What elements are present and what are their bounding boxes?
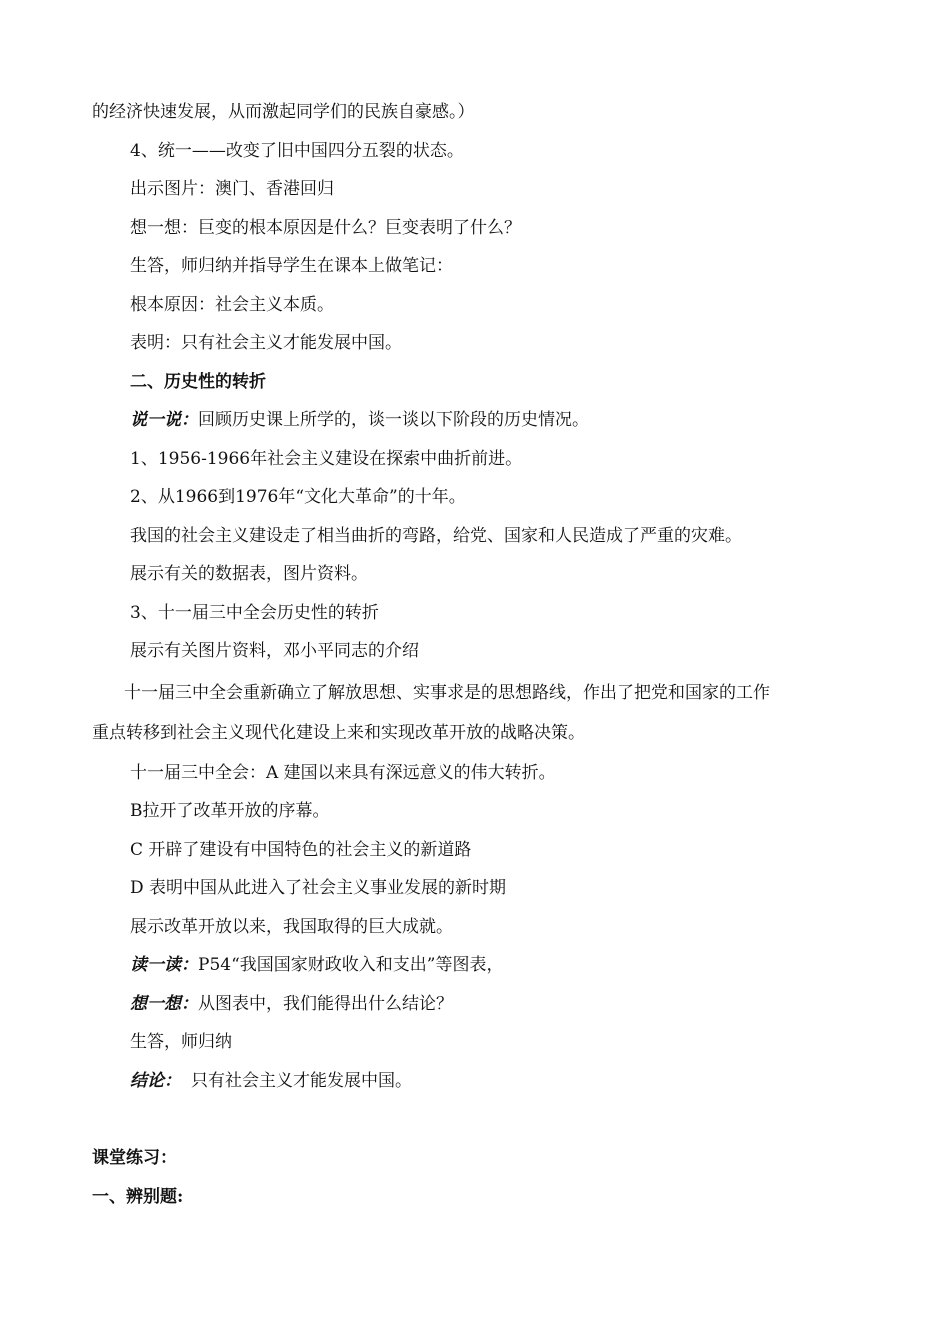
label-think: 想一想： [130, 994, 198, 1014]
text-line-plenum-c: C 开辟了建设有中国特色的社会主义的新道路 [130, 840, 472, 860]
text-line-talk-about: 说一说：回顾历史课上所学的，谈一谈以下阶段的历史情况。 [130, 410, 589, 430]
text-line-student-answer-2: 生答，师归纳 [130, 1032, 232, 1052]
text-line-item-3: 3、十一届三中全会历史性的转折 [130, 603, 379, 623]
text-line-plenum-para-1: 十一届三中全会重新确立了解放思想、实事求是的思想路线，作出了把党和国家的工作 [124, 683, 770, 703]
text-line-unification: 4、统一——改变了旧中国四分五裂的状态。 [130, 141, 464, 161]
text-line-plenum-para-2: 重点转移到社会主义现代化建设上来和实现改革开放的战略决策。 [92, 723, 585, 743]
text-line-root-cause: 根本原因：社会主义本质。 [130, 295, 334, 315]
text-line-student-answer: 生答，师归纳并指导学生在课本上做笔记： [130, 256, 453, 276]
text-line-deng-intro: 展示有关图片资料，邓小平同志的介绍 [130, 641, 419, 661]
text-line-plenum-d: D 表明中国从此进入了社会主义事业发展的新时期 [130, 878, 507, 898]
text-line-plenum-a: 十一届三中全会：A 建国以来具有深远意义的伟大转折。 [130, 763, 556, 783]
text-line-achievements: 展示改革开放以来，我国取得的巨大成就。 [130, 917, 453, 937]
text-line-think-question: 想一想：巨变的根本原因是什么？巨变表明了什么？ [130, 218, 521, 238]
text-line-item-2: 2、从1966到1976年“文化大革命”的十年。 [130, 487, 466, 507]
text-line-conclusion: 结论： 只有社会主义才能发展中国。 [130, 1071, 412, 1091]
section-heading-discrimination: 一、辨别题: [92, 1187, 184, 1207]
section-heading-class-exercise: 课堂练习： [92, 1148, 177, 1168]
label-talk: 说一说： [130, 410, 198, 430]
label-conclusion: 结论： [130, 1071, 181, 1091]
label-read: 读一读： [130, 955, 198, 975]
text-line-show-data: 展示有关的数据表，图片资料。 [130, 564, 368, 584]
text-line-read: 读一读：P54“我国国家财政收入和支出”等图表， [130, 955, 504, 975]
section-heading-historic-turn: 二、历史性的转折 [130, 372, 266, 392]
text-line-indicates: 表明：只有社会主义才能发展中国。 [130, 333, 402, 353]
text-line-think: 想一想：从图表中，我们能得出什么结论？ [130, 994, 453, 1014]
text-line-detour: 我国的社会主义建设走了相当曲折的弯路，给党、国家和人民造成了严重的灾难。 [130, 526, 742, 546]
text-line-plenum-b: B拉开了改革开放的序幕。 [130, 801, 330, 821]
text-line-show-pictures: 出示图片：澳门、香港回归 [130, 179, 334, 199]
text-line-continuation: 的经济快速发展，从而激起同学们的民族自豪感。） [92, 102, 475, 122]
text-line-item-1: 1、1956-1966年社会主义建设在探索中曲折前进。 [130, 449, 523, 469]
